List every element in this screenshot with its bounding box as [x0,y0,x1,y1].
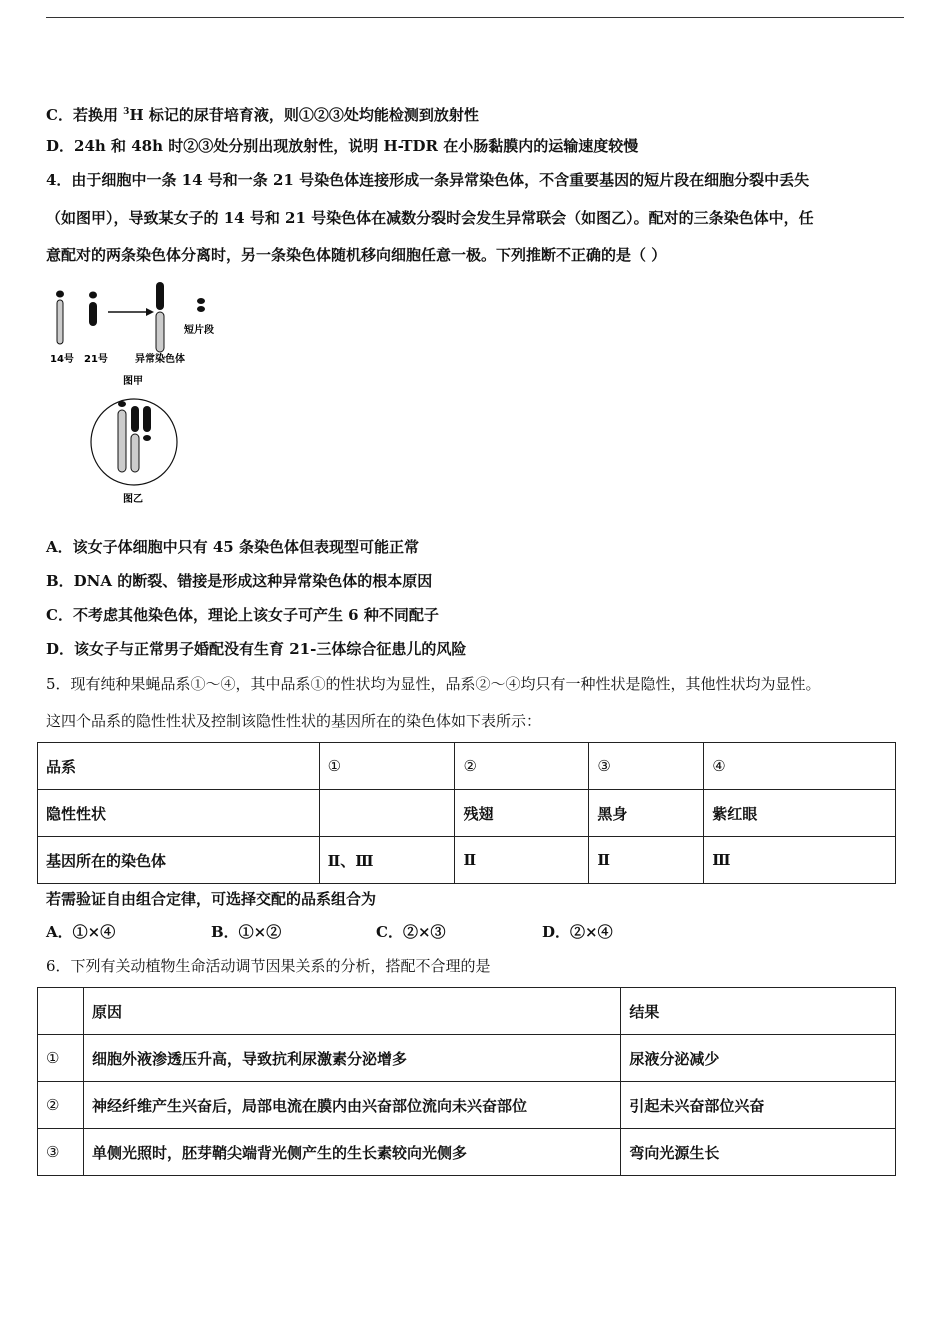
table-row [38,837,896,884]
q6-table [37,987,896,1176]
table-cell: 基因所在的染色体 [38,837,320,884]
q3-option-c: C．若换用 $^3$H 标记的尿苷培育液，则①②③处均能检测到放射性 [46,106,479,124]
table-cell: ① [38,1035,84,1082]
table-cell: ③ [38,1129,84,1176]
q5-option-b: B．①×② [211,923,282,941]
q4-option-a: A．该女子体细胞中只有 45 条染色体但表现型可能正常 [46,538,419,556]
table-cell: 隐性性状 [38,790,320,837]
table-cell: 品系 [38,743,320,790]
abnormal-chromosome-icon [156,282,164,352]
table-cell: 细胞外液渗透压升高，导致抗利尿激素分泌增多 [83,1035,620,1082]
table-cell: 弯向光源生长 [621,1129,896,1176]
table-row [38,1035,896,1082]
synapsis-chromosomes-icon [118,401,151,472]
q5-option-c: C．②×③ [376,923,446,941]
table-cell [319,790,455,837]
q5-table [37,742,896,884]
table-cell: Ⅱ、Ⅲ [319,837,455,884]
caption-figure-a: 图甲 [123,376,143,387]
q4-option-b: B．DNA 的断裂、错接是形成这种异常染色体的根本原因 [46,572,433,590]
q4-option-c: C．不考虑其他染色体，理论上该女子可产生 6 种不同配子 [46,606,439,624]
q5-option-d: D．②×④ [542,923,613,941]
table-cell: 黑身 [589,790,704,837]
table-cell: 神经纤维产生兴奋后，局部电流在膜内由兴奋部位流向未兴奋部位 [83,1082,620,1129]
table-cell: ③ [589,743,704,790]
table-header-row [38,988,896,1035]
header-rule [46,17,904,18]
q4-stem-line2: （如图甲），导致某女子的 14 号和 21 号染色体在减数分裂时会发生异常联会（如图乙）。配对的三条染色体中，任 [46,209,814,227]
table-row [38,1082,896,1129]
table-cell: 尿液分泌减少 [621,1035,896,1082]
table-header-result: 结果 [621,988,896,1035]
q5-question: 若需验证自由组合定律，可选择交配的品系组合为 [46,890,377,908]
q4-option-d: D．该女子与正常男子婚配没有生育 21-三体综合征患儿的风险 [46,640,467,658]
table-row [38,1129,896,1176]
q5-stem-line1: 5．现有纯种果蝇品系①～④，其中品系①的性状均为显性，品系②～④均只有一种性状是隐性，其他性状均为显性。 [46,675,821,693]
label-14: 14号 [50,354,74,365]
table-cell: Ⅱ [589,837,704,884]
chromosome-21-icon [89,292,97,327]
label-short-fragment: 短片段 [184,325,214,336]
q4-stem-line3: 意配对的两条染色体分离时，另一条染色体随机移向细胞任意一极。下列推断不正确的是（ ） [46,246,667,264]
table-cell: 单侧光照时，胚芽鞘尖端背光侧产生的生长素较向光侧多 [83,1129,620,1176]
table-cell [38,988,84,1035]
table-row [38,790,896,837]
table-row [38,743,896,790]
table-cell: ② [455,743,589,790]
table-cell: ② [38,1082,84,1129]
q5-option-a: A．①×④ [46,923,116,941]
table-cell: Ⅱ [455,837,589,884]
chromosome-figure [46,278,246,510]
table-cell: ④ [704,743,896,790]
short-fragment-icon [197,298,205,312]
label-21: 21号 [84,354,108,365]
table-cell: 引起未兴奋部位兴奋 [621,1082,896,1129]
chromosome-14-icon [56,291,64,345]
label-abnormal: 异常染色体 [135,354,185,365]
table-cell: Ⅲ [704,837,896,884]
caption-figure-b: 图乙 [123,494,143,505]
q3-option-d: D．24h 和 48h 时②③处分别出现放射性，说明 H-TDR 在小肠黏膜内的运输速度较慢 [46,137,639,155]
q6-stem: 6．下列有关动植物生命活动调节因果关系的分析，搭配不合理的是 [46,957,491,975]
q5-stem-line2: 这四个品系的隐性性状及控制该隐性性状的基因所在的染色体如下表所示： [46,712,542,730]
arrow-icon [108,308,154,316]
table-cell: ① [319,743,455,790]
table-header-cause: 原因 [83,988,620,1035]
q4-stem-line1: 4．由于细胞中一条 14 号和一条 21 号染色体连接形成一条异常染色体，不含重要基因的短片段在细胞分裂中丢失 [46,171,810,189]
table-cell: 紫红眼 [704,790,896,837]
table-cell: 残翅 [455,790,589,837]
